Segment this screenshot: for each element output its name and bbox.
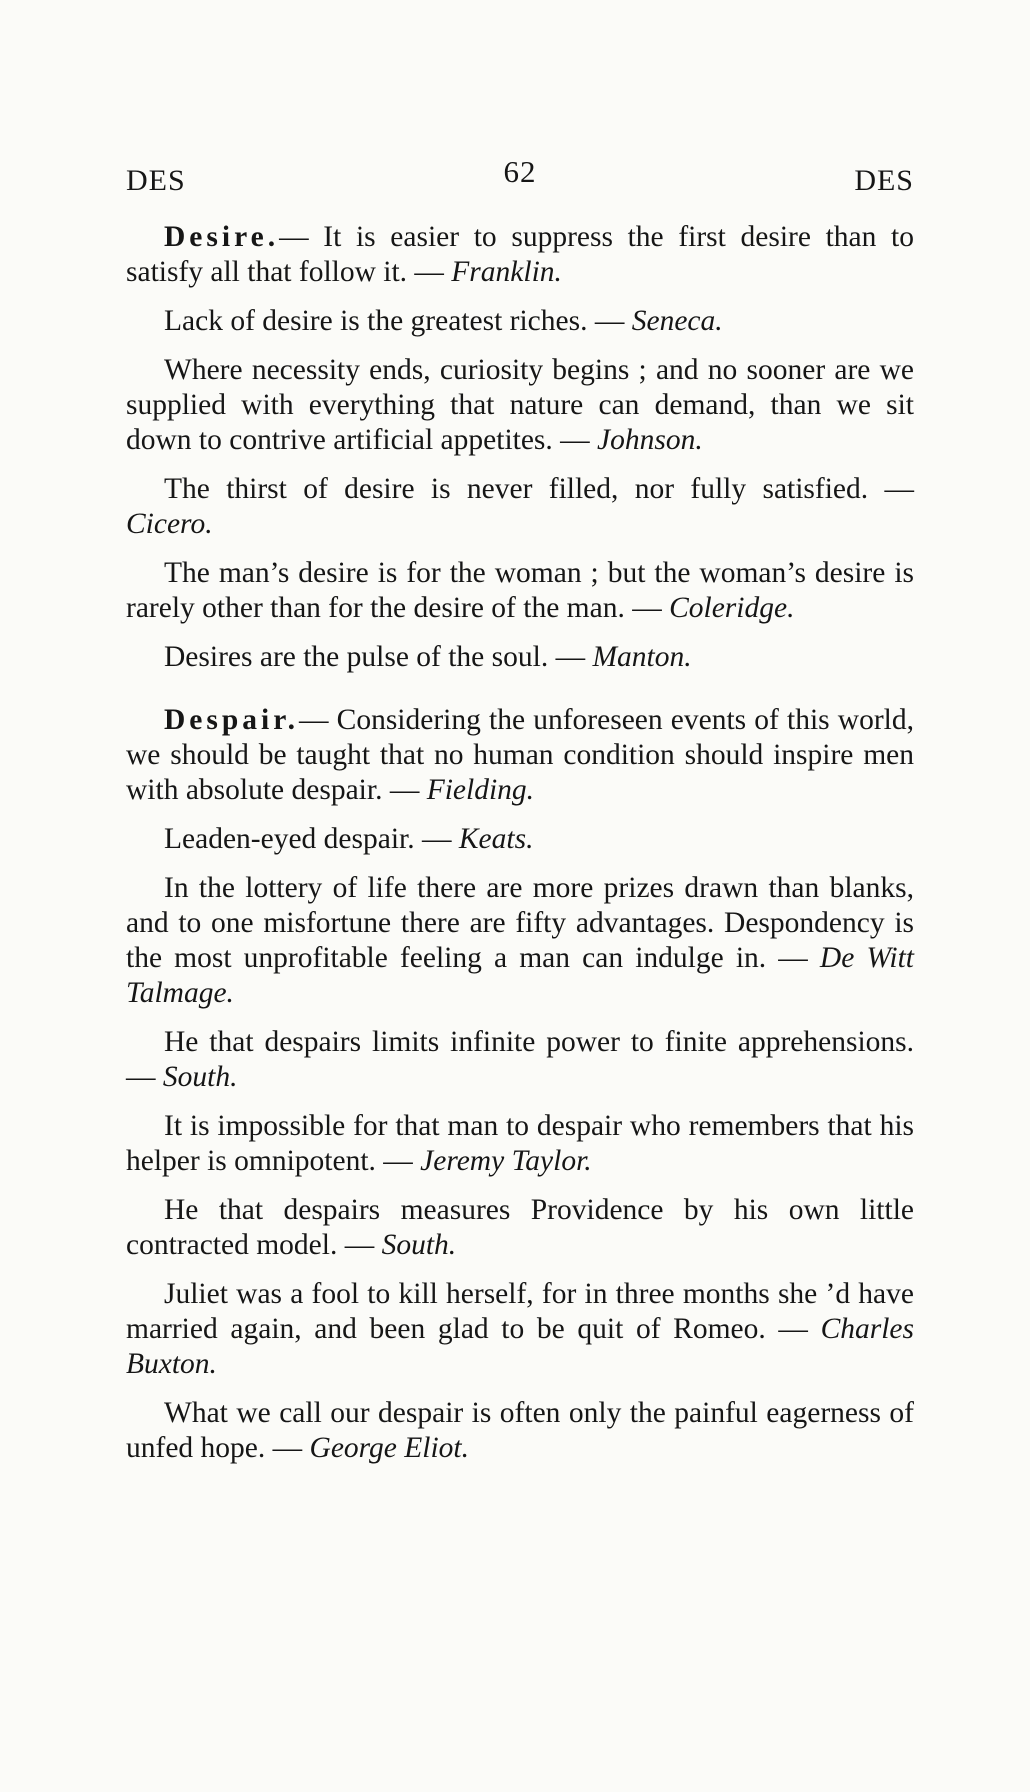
quotation-author: Keats. [458,823,534,855]
topic-heading-despair: Despair. [164,704,299,736]
quotation-text: — It is easier to suppress the first desire than to satisfy all that follow it. — [126,221,914,288]
running-header [126,150,914,202]
quotation-text: Where necessity ends, curiosity begins ; and no sooner are we supplied with everything that nature can demand, than we sit down to contrive artificial appetites. — [126,354,914,456]
quotation-text: Desires are the pulse of the soul. — [164,641,593,673]
quotation-author: Johnson. [597,424,703,456]
quotation-author: Fielding. [426,774,535,806]
quotation-author: Franklin. [451,256,562,288]
quotation-entry [126,1396,914,1466]
quotation-entry [126,1277,914,1382]
quotation-text: He that despairs limits infinite power to finite apprehensions. — [126,1026,914,1093]
quotation-text: In the lottery of life there are more prizes drawn than blanks, and to one misfortune there are fifty advantages. Despondency is the most unprofitable feeling a man can indulge in. — [126,872,914,974]
quotation-entry [126,556,914,626]
quotation-author: Charles Buxton. [126,1313,914,1380]
quotation-author: George Eliot. [309,1432,469,1464]
quotation-list [126,220,914,1466]
quotation-entry [126,220,914,290]
quotation-entry [126,1109,914,1179]
quotation-text: — Considering the unforeseen events of this world, we should be taught that no human condition should inspire men with absolute despair. — [126,704,914,806]
quotation-text: Lack of desire is the greatest riches. — [164,305,632,337]
quotation-author: South. [162,1061,238,1093]
quotation-entry [126,1193,914,1263]
page-number: 62 [503,154,537,189]
quotation-entry [126,640,914,675]
quotation-text: What we call our despair is often only the painful eagerness of unfed hope. — [126,1397,914,1464]
quotation-entry [126,703,914,808]
quotation-author: Jeremy Taylor. [420,1145,592,1177]
quotation-entry [126,353,914,458]
quotation-entry [126,822,914,857]
quotation-text: Juliet was a fool to kill herself, for in three months she ’d have married again, and been glad to be quit of Romeo. — [126,1278,914,1345]
quotation-entry [126,871,914,1011]
quotation-text: It is impossible for that man to despair who remembers that his helper is omnipotent. — [126,1110,914,1177]
quotation-text: He that despairs measures Providence by his own little contracted model. — [126,1194,914,1261]
quotation-author: Coleridge. [669,592,795,624]
quotation-entry [126,304,914,339]
quotation-author: Cicero. [126,508,213,540]
header-right-guide-word: DES [854,164,914,197]
quotation-text: The thirst of desire is never filled, nor fully satisfied. — [164,473,914,505]
topic-heading-desire: Desire. [164,221,280,253]
quotation-entry [126,472,914,542]
header-left-guide-word: DES [126,164,186,197]
book-page [126,150,914,1480]
quotation-author: Manton. [592,641,692,673]
quotation-text: Leaden-eyed despair. — [164,823,459,855]
quotation-text: The man’s desire is for the woman ; but the woman’s desire is rarely other than for the desire of the man. — [126,557,914,624]
quotation-entry [126,1025,914,1095]
quotation-author: Seneca. [631,305,723,337]
quotation-author: De Witt Talmage. [126,942,914,1009]
quotation-author: South. [381,1229,457,1261]
